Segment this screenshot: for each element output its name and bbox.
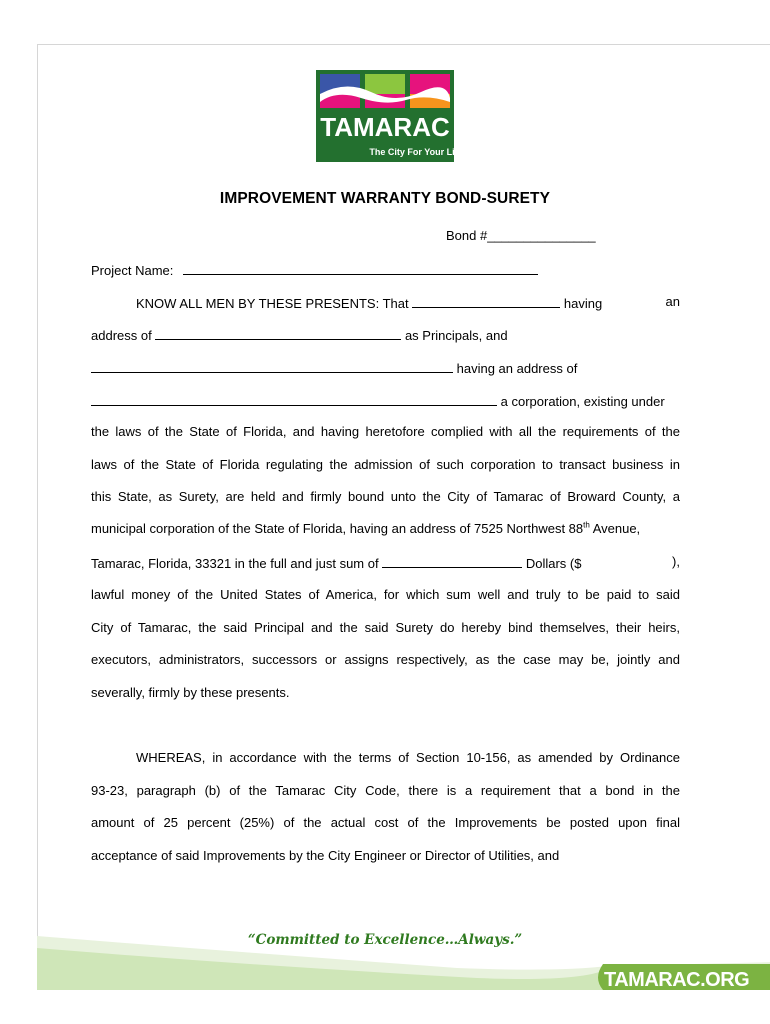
- whereas-line: 93-23, paragraph (b) of the Tamarac City Code, there is a requirement that a bond in the: [91, 783, 680, 798]
- paragraph-line: City of Tamarac, the said Principal and the said Surety do hereby bind themselves, their heirs,: [91, 620, 680, 635]
- paragraph-line: the laws of the State of Florida, and having heretofore complied with all the requirements of the: [91, 424, 680, 439]
- corporation-text: a corporation, existing under: [500, 394, 665, 409]
- know-all-men-line: [136, 294, 680, 311]
- paragraph-line: laws of the State of Florida regulating the admission of such corporation to transact business in: [91, 457, 680, 472]
- whereas-line: amount of 25 percent (25%) of the actual cost of the Improvements be posted upon final: [91, 815, 680, 830]
- sum-text: Tamarac, Florida, 33321 in the full and just sum of: [91, 556, 379, 571]
- surety-name-line: [91, 359, 680, 376]
- know-all-men-text: KNOW ALL MEN BY THESE PRESENTS: That: [136, 296, 409, 311]
- project-name-label: Project Name:: [91, 263, 174, 278]
- sum-line: [91, 554, 680, 571]
- municipal-text: municipal corporation of the State of Florida, having an address of 7525 Northwest 88: [91, 521, 584, 536]
- address-paragraph-line: [91, 521, 680, 536]
- as-principals-text: as Principals, and: [404, 328, 508, 343]
- whereas-line: WHEREAS, in accordance with the terms of Section 10-156, as amended by Ordinance: [136, 750, 680, 765]
- ordinal-suffix: th: [583, 520, 590, 530]
- project-name-blank: [183, 261, 538, 275]
- bond-label: Bond #: [446, 228, 488, 243]
- logo-tagline: The City For Your Life: [369, 147, 454, 157]
- bond-number-line: [446, 228, 666, 243]
- address-line: [91, 326, 680, 343]
- paragraph-line: lawful money of the United States of America, for which sum well and truly to be paid to said: [91, 587, 680, 602]
- surety-address-line: [91, 392, 680, 409]
- address-of-text: address of: [91, 328, 152, 343]
- paragraph-line: executors, administrators, successors or assigns respectively, as the case may be, jointly and: [91, 652, 680, 667]
- avenue-text: Avenue,: [589, 521, 641, 536]
- footer-tagline: “Committed to Excellence…Always.”: [247, 932, 523, 948]
- footer-url[interactable]: TAMARAC.ORG: [604, 969, 750, 991]
- project-name-line: [91, 261, 680, 278]
- having-address-text: having an address of: [456, 361, 578, 376]
- paragraph-line: this State, as Surety, are held and firmly bound unto the City of Tamarac of Broward County, a: [91, 489, 680, 504]
- bond-blank: _______________: [487, 228, 596, 243]
- tamarac-logo: [316, 70, 454, 162]
- dollars-text: Dollars ($: [525, 556, 582, 571]
- sum-words-blank: [382, 554, 522, 568]
- principal-name-blank: [412, 294, 560, 308]
- surety-address-blank: [91, 392, 497, 406]
- whereas-line: acceptance of said Improvements by the City Engineer or Director of Utilities, and: [91, 848, 560, 863]
- principal-address-blank: [155, 326, 401, 340]
- paragraph-line: severally, firmly by these presents.: [91, 685, 290, 700]
- having-text: having: [563, 296, 603, 311]
- close-paren-text: ),: [672, 554, 680, 569]
- surety-name-blank: [91, 359, 453, 373]
- an-text: an: [665, 294, 680, 309]
- document-title: IMPROVEMENT WARRANTY BOND-SURETY: [219, 190, 551, 207]
- page-border: [37, 44, 770, 988]
- logo-name: TAMARAC: [320, 112, 450, 142]
